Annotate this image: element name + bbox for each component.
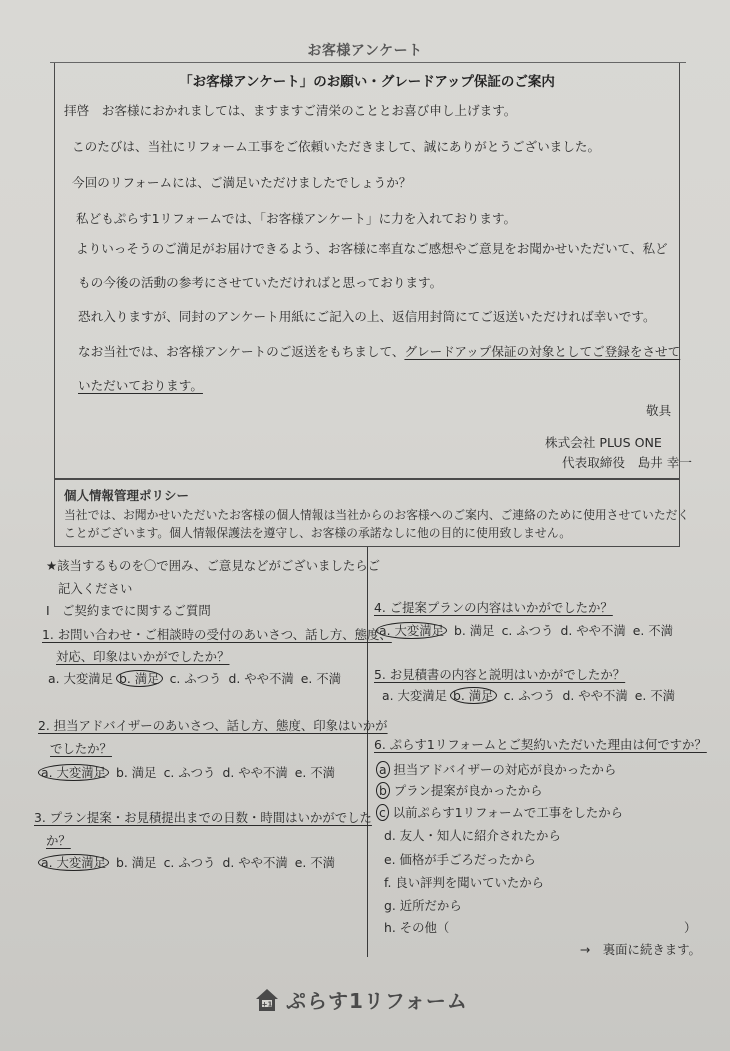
option-c[interactable]: c. ふつう [501, 623, 554, 638]
q6-option-a[interactable] [380, 760, 616, 778]
company-logo [254, 985, 468, 1014]
option-a-selected[interactable]: a. 大変満足 [376, 622, 447, 639]
option-e[interactable]: e. 不満 [300, 671, 342, 686]
question-2-title: 2. 担当アドバイザーのあいさつ、話し方、態度、印象はいかが [38, 718, 388, 733]
option-c[interactable]: c. ふつう [169, 671, 222, 686]
letter-heading: 「お客様アンケート」のお願い・グレードアップ保証のご案内 [179, 74, 555, 90]
option-label: 良い評判を聞いていたから [395, 875, 545, 890]
option-d[interactable]: d. やや不満 [222, 765, 288, 780]
document-title: お客様アンケート [307, 43, 423, 59]
option-d[interactable]: d. やや不満 [562, 688, 628, 703]
question-5-options [382, 686, 682, 704]
signatory: 代表取締役 島井 幸一 [562, 455, 692, 470]
option-b-selected[interactable]: b. 満足 [116, 670, 163, 687]
guarantee-prefix: なお当社では、お客様アンケートのご返送をもちまして、 [78, 344, 405, 359]
q6-option-d[interactable]: d. 友人・知人に紹介されたから [384, 828, 561, 843]
privacy-policy-text: ことがございます。個人情報保護法を遵守し、お客様の承諾なしに他の目的に使用致しません。 [64, 526, 572, 540]
q6-option-b[interactable] [380, 781, 543, 799]
q6-option-h[interactable]: h. その他（ [384, 920, 450, 935]
instructions: 記入ください [58, 581, 133, 596]
letter-box [54, 63, 680, 479]
option-e[interactable]: e. 不満 [294, 855, 336, 870]
option-c[interactable]: c. ふつう [163, 855, 216, 870]
option-d[interactable]: d. やや不満 [222, 855, 288, 870]
question-4-options [380, 621, 680, 639]
house-plus-icon [254, 987, 280, 1013]
option-b[interactable]: b. 満足 [454, 623, 495, 638]
q6-option-g[interactable]: g. 近所だから [384, 898, 462, 913]
guarantee-paragraph [78, 341, 680, 360]
option-a[interactable]: a. 大変満足 [382, 688, 448, 703]
letter-paragraph: このたびは、当社にリフォーム工事をご依頼いただきまして、誠にありがとうございました。 [72, 139, 601, 154]
guarantee-underlined: グレードアップ保証の対象としてご登録をさせて [404, 344, 681, 359]
option-key: e [384, 852, 392, 867]
letter-paragraph: もの今後の活動の参考にさせていただければと思っております。 [78, 275, 443, 290]
option-key: b [376, 782, 390, 799]
question-6-title: 6. ぷらす1リフォームとご契約いただいた理由は何ですか？ [374, 737, 707, 752]
option-label: プラン提案が良かったから [393, 783, 543, 798]
option-label: 以前ぷらす1リフォームで工事をしたから [392, 805, 624, 820]
question-1-title: 1. お問い合わせ・ご相談時の受付のあいさつ、話し方、態度、 [42, 627, 392, 642]
option-key: f [384, 875, 388, 890]
option-key: d [384, 828, 392, 843]
option-key: h [384, 920, 392, 935]
option-d[interactable]: d. やや不満 [560, 623, 626, 638]
option-label: 担当アドバイザーの対応が良かったから [393, 762, 617, 777]
question-2-options [42, 763, 342, 781]
option-a-selected[interactable]: a. 大変満足 [38, 854, 109, 871]
letter-paragraph: 拝啓 お客様におかれましては、ますますご清栄のこととお喜び申し上げます。 [64, 103, 517, 118]
option-b[interactable]: b. 満足 [116, 765, 157, 780]
continue-note: → 裏面に続きます。 [580, 942, 701, 957]
option-c[interactable]: c. ふつう [163, 765, 216, 780]
option-key: a [376, 761, 390, 778]
column-divider [367, 547, 368, 957]
question-1-options [48, 669, 348, 687]
question-2-title: でしたか？ [50, 741, 112, 756]
instructions: ★該当するものを〇で囲み、ご意見などがございましたらご [46, 558, 381, 573]
guarantee-underlined-cont: いただいております。 [78, 378, 203, 393]
option-e[interactable]: e. 不満 [294, 765, 336, 780]
question-5-title: 5. お見積書の内容と説明はいかがでしたか？ [374, 667, 626, 682]
option-label: 近所だから [399, 898, 462, 913]
option-d[interactable]: d. やや不満 [228, 671, 294, 686]
option-b[interactable]: b. 満足 [116, 855, 157, 870]
other-close-paren: ） [684, 920, 697, 935]
q6-option-e[interactable]: e. 価格が手ごろだったから [384, 852, 536, 867]
question-3-title: か？ [46, 833, 71, 848]
logo-text: ぷらす1リフォーム [286, 989, 468, 1013]
question-1-title: 対応、印象はいかがでしたか？ [56, 649, 230, 664]
option-label: その他（ [399, 920, 450, 935]
option-label: 価格が手ごろだったから [399, 852, 536, 867]
option-key: c [376, 804, 389, 821]
option-e[interactable]: e. 不満 [632, 623, 674, 638]
option-a[interactable]: a. 大変満足 [48, 671, 114, 686]
letter-paragraph: よりいっそうのご満足がお届けできるよう、お客様に率直なご感想やご意見をお聞かせいただいて、私ど [76, 241, 668, 256]
company-name: 株式会社 PLUS ONE [545, 435, 662, 450]
option-key: g [384, 898, 392, 913]
option-e[interactable]: e. 不満 [634, 688, 676, 703]
option-a-selected[interactable]: a. 大変満足 [38, 764, 109, 781]
question-4-title: 4. ご提案プランの内容はいかがでしたか？ [374, 600, 613, 615]
letter-paragraph: 今回のリフォームには、ご満足いただけましたでしょうか？ [72, 175, 412, 190]
option-b-selected[interactable]: b. 満足 [450, 687, 497, 704]
question-3-options [42, 853, 342, 871]
letter-paragraph: 私どもぷらす1リフォームでは、「お客様アンケート」に力を入れております。 [76, 211, 517, 226]
svg-text:+1: +1 [261, 1000, 273, 1008]
section-title: Ⅰ ご契約までに関するご質問 [46, 603, 211, 618]
q6-option-c[interactable] [380, 803, 623, 821]
option-c[interactable]: c. ふつう [503, 688, 556, 703]
closing: 敬具 [646, 403, 672, 418]
letter-paragraph: 恐れ入りますが、同封のアンケート用紙にご記入の上、返信用封筒にてご返送いただければ幸いです。 [78, 309, 656, 324]
q6-option-f[interactable]: f. 良い評判を聞いていたから [384, 875, 545, 890]
option-label: 友人・知人に紹介されたから [399, 828, 561, 843]
privacy-policy-text: 当社では、お聞かせいただいたお客様の個人情報は当社からのお客様へのご案内、ご連絡のために使用させていただく [64, 508, 690, 522]
privacy-policy-title: 個人情報管理ポリシー [64, 488, 190, 503]
question-3-title: 3. プラン提案・お見積提出までの日数・時間はいかがでした [34, 810, 372, 825]
